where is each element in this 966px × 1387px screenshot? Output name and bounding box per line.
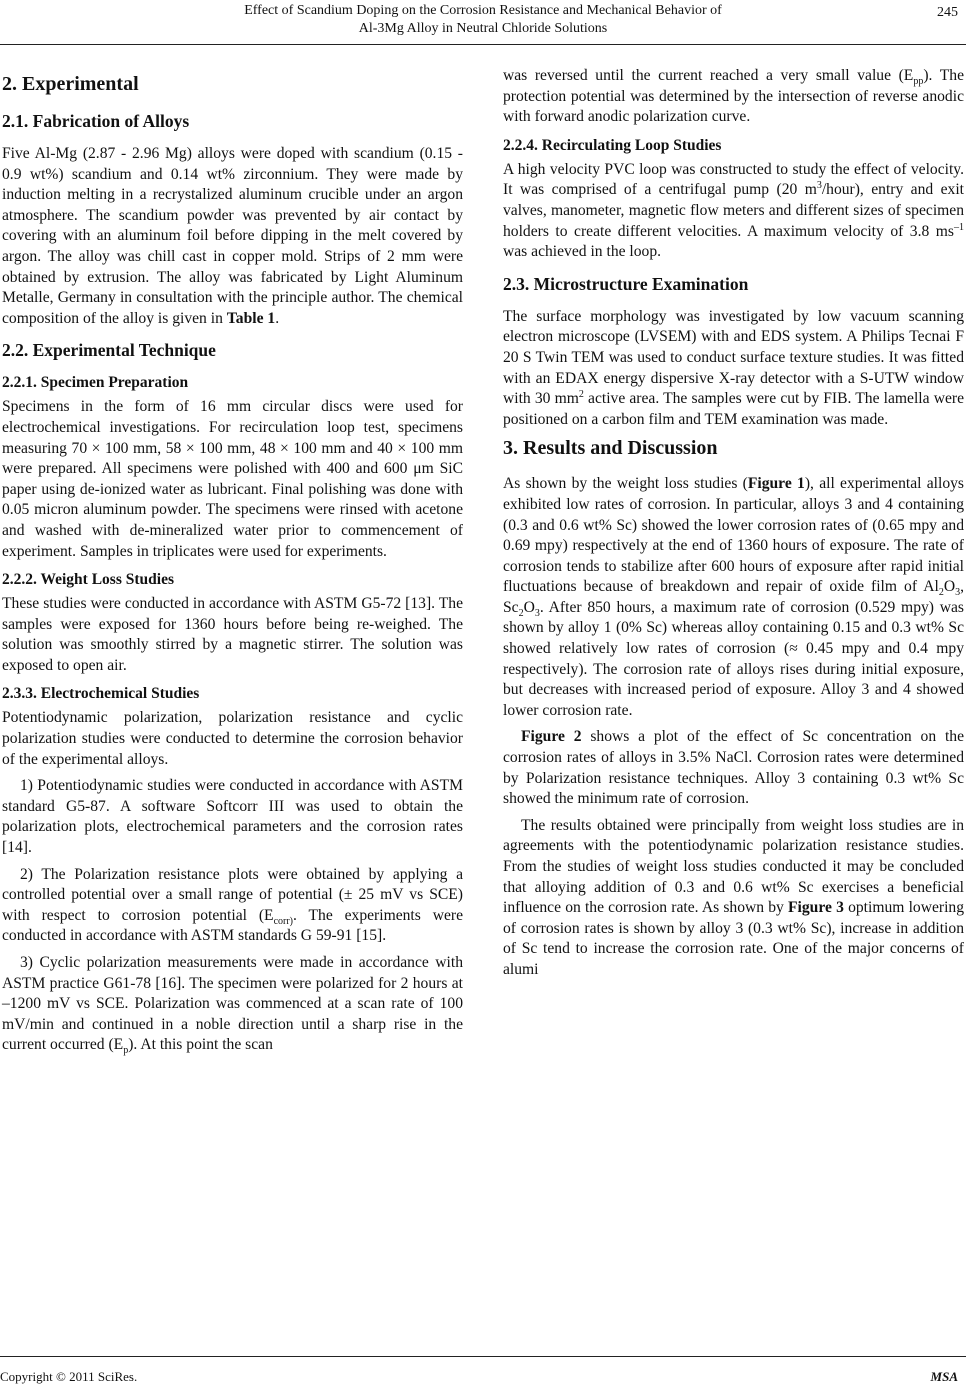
paragraph-text: The surface morphology was investigated by low vacuum scanning electron microscope (LVSEM) with and EDS system. A Philips Tecnai F 20 S Twin TEM was used to conduct surface texture studies. It was fitted with an EDAX energy dispersive X-ray detector with a S-UTW window with 30 mm: [503, 307, 964, 408]
paragraph-text: 2) The Polarization resistance plots were obtained by applying a controlled potential over a small range of potential (± 25 mV vs SCE) with respect to corrosion potential (E: [2, 865, 463, 924]
paragraph-results-1: [503, 474, 964, 721]
header-rule: [0, 44, 966, 45]
subscript: corr): [273, 915, 293, 927]
paragraph-text: The results obtained were principally from weight loss studies are in agreements with the potentiodynamic polarization resistance studies. From the studies of weight loss studies conducted it may be concluded that alloying addition of 0.3 and 0.6 wt% Sc exercises a beneficial influence on the corrosion rate. As shown by: [503, 816, 964, 917]
paragraph-text: . After 850 hours, a maximum rate of corrosion (0.529 mpy) was shown by alloy 1 (0% Sc) whereas alloy containing 0.15 and 0.3 wt% Sc showed relatively low rates of corrosion (≈ 0.45 mpy and 0.4 mpy respectively). The corrosion rate of alloys rises during initial exposure, but decreases with increased period of exposure. Alloy 3 and 4 showed lower corrosion rate.: [503, 598, 964, 719]
figure-reference: Figure 2: [521, 728, 582, 746]
paragraph-text: was achieved in the loop.: [503, 243, 662, 261]
paragraph-results-3: [503, 816, 964, 981]
paragraph-recirculating-loop: [503, 160, 964, 263]
paragraph-specimen: Specimens in the form of 16 mm circular discs were used for electrochemical investigations. For recirculation loop test, specimens measuring 70 × 100 mm, 58 × 100 mm, 48 × 100 mm and 40 × 100 mm were prepared. All specimens were polished with 400 and 600 μm SiC paper using de-ionized water as lubricant. Final polishing was done with 0.05 micron aluminum powder. The specimens were rinsed with acetone and washed with de-mineralized water prior to commencement of experiment. Samples in triplicates were used for experiments.: [2, 398, 463, 560]
running-title-line-1: Effect of Scandium Doping on the Corrosion Resistance and Mechanical Behavior of: [244, 3, 722, 18]
paragraph-electrochemical: Potentiodynamic polarization, polarization resistance and cyclic polarization studies were conducted to determine the corrosion behavior of the experimental alloys.: [2, 709, 463, 768]
paragraph-fabrication: Five Al-Mg (2.87 - 2.96 Mg) alloys were doped with scandium (0.15 - 0.9 wt%) scandium and 0.14 wt% zirconnium. They were made by induction melting in a recrystalized aluminum crucible under an argon atmosphere. The scandium powder was prevented by air contact by covering with an aluminum foil before dipping in the melt covered by argon. The alloy was chill cast in copper mold. Strips of 2 mm were obtained by extrusion. The alloy was fabricated by Light Aluminum Metalle, Germany in consultation with the principle author. The chemical composition of the alloy is given in Table 1.: [2, 145, 463, 327]
paragraph-continued: [503, 66, 964, 128]
figure-reference: Figure 3: [788, 899, 844, 917]
running-header: [0, 0, 966, 48]
left-column: [2, 66, 463, 1062]
figure-reference: Figure 1: [747, 475, 805, 493]
paragraph-text: O: [523, 598, 535, 616]
subscript: pp: [913, 76, 924, 88]
page-footer: [0, 1356, 966, 1387]
superscript: 2: [578, 388, 584, 400]
paragraph-text: optimum lowering of corrosion rates is shown by alloy 3 (0.3 wt% Sc), increase in addition of Sc tend to increase the corrosion rate. One of the major concerns of alumi: [503, 899, 965, 978]
paragraph-text: , Sc: [503, 578, 964, 616]
paragraph-text: O: [943, 578, 956, 596]
paragraph-text: 3) Cyclic polarization measurements were made in accordance with ASTM practice G61-78 [16]. The specimen were polarized for 2 hours at –1200 mV vs SCE. Polarization was commenced at a scan rate of 100 mV/min and continued in a noble direction until a sharp rise in the current occurred (E: [2, 954, 463, 1054]
paragraph-text: ). At this point the scan: [128, 1036, 273, 1054]
subsubsection-heading-specimen: 2.2.1. Specimen Preparation: [2, 374, 189, 392]
subsubsection-heading-weight-loss: 2.2.2. Weight Loss Studies: [2, 571, 174, 589]
superscript: –1: [954, 221, 964, 233]
paragraph-potentiodynamic: 1) Potentiodynamic studies were conducted in accordance with ASTM standard G5-87. A software Softcorr III was used to obtain the polarization plots, electrochemical parameters and the corrosion rates [14].: [2, 777, 463, 857]
subsection-heading-microstructure: 2.3. Microstructure Examination: [503, 273, 749, 294]
subscript: 2: [938, 587, 944, 599]
copyright-notice: Copyright © 2011 SciRes.: [0, 1369, 138, 1384]
paragraph-text: active area. The samples were cut by FIB. The lamella were positioned on a carbon film and TEM examination was made.: [503, 390, 965, 428]
superscript: 3: [816, 180, 822, 192]
right-column: [503, 66, 964, 987]
subscript: p: [123, 1045, 129, 1057]
section-heading-experimental: 2. Experimental: [2, 73, 139, 95]
table-reference: Table 1: [226, 309, 276, 327]
subsection-heading-technique: 2.2. Experimental Technique: [2, 340, 216, 361]
paragraph-polarization-resistance: [2, 865, 463, 947]
paragraph-text: was reversed until the current reached a very small value (E: [503, 67, 914, 84]
paragraph-text: A high velocity PVC loop was constructed to study the effect of velocity. It was comprised of a centrifugal pump (20 m: [503, 160, 964, 199]
subscript: 2: [518, 607, 524, 619]
section-heading-results: 3. Results and Discussion: [503, 437, 718, 460]
page-number: 245: [937, 5, 958, 20]
paragraph-text: /hour), entry and exit valves, manometer, magnetic flow meters and different sizes of specimen holders to create different velocities. A maximum velocity of 3.8 ms: [503, 181, 964, 240]
running-title: [130, 2, 836, 38]
paragraph-text: Five Al-Mg (2.87 - 2.96 Mg) alloys were doped with scandium (0.15 - 0.9 wt%) scandium and 0.14 wt% zirconnium. They were made by induction melting in a recrystalized aluminum crucible under an argon atmosphere. The scandium powder was prevented by air contact by covering with an aluminum foil before dipping in the melt covered by argon. The alloy was chill cast in copper mold. Strips of 2 mm were obtained by extrusion. The alloy was fabricated by Light Aluminum Metalle, Germany in consultation with the principle author. The chemical composition of the alloy is given in: [2, 145, 463, 327]
journal-abbreviation: MSA: [930, 1369, 958, 1384]
subsubsection-heading-recirculating-loop: 2.2.4. Recirculating Loop Studies: [503, 136, 722, 154]
subscript: 3: [534, 607, 540, 619]
running-title-line-2: Al-3Mg Alloy in Neutral Chloride Solutions: [358, 21, 608, 36]
paragraph-text: As shown by the weight loss studies (: [503, 475, 748, 493]
subscript: 3: [955, 587, 961, 599]
paragraph-cyclic-polarization: [2, 953, 463, 1056]
paragraph-weight-loss: These studies were conducted in accordance with ASTM G5-72 [13]. The samples were exposed for 1360 hours before being re-weighed. The solution was smoothly stirred by a magnetic stirrer. The solution was exposed to open air.: [2, 595, 463, 674]
paragraph-text: . The experiments were conducted in accordance with ASTM standards G 59-91 [15].: [2, 906, 463, 945]
subsection-heading-fabrication: 2.1. Fabrication of Alloys: [2, 111, 190, 131]
subsubsection-heading-electrochemical: 2.3.3. Electrochemical Studies: [2, 685, 200, 703]
paragraph-microstructure: [503, 307, 964, 431]
paragraph-text: shows a plot of the effect of Sc concentration on the corrosion rates of alloys in 3.5% NaCl. Corrosion rates were determined by Polarization resistance techniques. Alloy 3 containing 0.3 wt% Sc showed the minimum rate of corrosion.: [503, 728, 964, 808]
paragraph-text: ), all experimental alloys exhibited low rates of corrosion. In particular, alloys 3 and 4 containing (0.3 and 0.6 wt% Sc) showed the lower corrosion rates of (0.65 mpy and 0.69 mpy) respectively at the end of 1360 hours of exposure. The rate of corrosion tends to stabilize after 600 hours of exposure after rapid initial fluctuations because of breakdown and repair of oxide film of Al: [503, 475, 964, 596]
paragraph-results-2: [503, 727, 964, 809]
paragraph-text: ). The protection potential was determined by the intersection of reverse anodic with forward anodic polarization curve.: [503, 67, 965, 126]
